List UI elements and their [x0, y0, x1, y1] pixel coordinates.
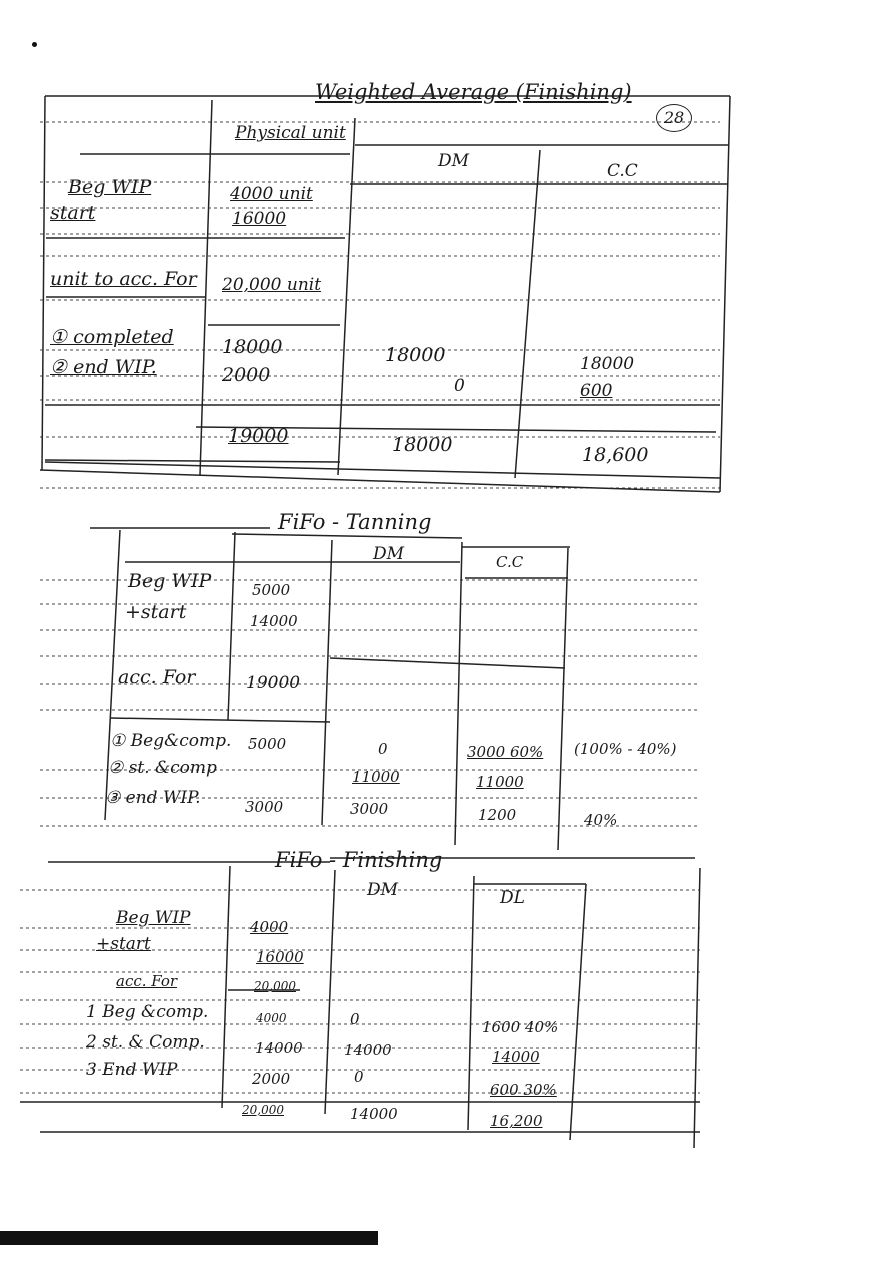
- tanning-acc-label: acc. For: [118, 666, 196, 688]
- finishing-acc-units: 20,000: [254, 979, 296, 993]
- tanning-row-stcomp-dm: 11000: [352, 768, 400, 786]
- weighted-title: Weighted Average (Finishing): [315, 80, 632, 104]
- finishing-beg-label: Beg WIP: [116, 908, 191, 928]
- acc-units: 20,000 unit: [222, 275, 322, 295]
- finishing-row-begcomp-physical: 4000: [256, 1011, 287, 1025]
- finishing-row-endwip-physical: 2000: [252, 1070, 291, 1088]
- tanning-row-stcomp-label: ② st. &comp: [108, 758, 217, 778]
- total-dm: 18000: [392, 434, 453, 456]
- finishing-row-begcomp-dl: 1600 40%: [482, 1018, 559, 1036]
- row-completed-dm: 18000: [385, 344, 446, 366]
- tanning-row-begcomp-dm: 0: [378, 740, 388, 758]
- tanning-beg-units: 5000: [252, 581, 291, 599]
- finishing-total-dl: 16,200: [490, 1112, 543, 1130]
- finishing-header-dm: DM: [367, 880, 399, 900]
- row-completed-physical: 18000: [222, 336, 283, 358]
- header-dm: DM: [438, 151, 470, 171]
- tanning-beg-label: Beg WIP: [128, 570, 212, 592]
- header-cc: C.C: [607, 161, 638, 181]
- tanning-row-endwip-physical: 3000: [245, 798, 284, 816]
- tanning-row-begcomp-cc: 3000 60%: [467, 743, 544, 761]
- tanning-row-begcomp-label: ① Beg&comp.: [110, 731, 232, 751]
- row-endwip-label: ② end WIP.: [50, 356, 157, 378]
- tanning-header-dm: DM: [373, 544, 405, 564]
- finishing-start-units: 16000: [256, 948, 304, 966]
- finishing-row-begcomp-dm: 0: [350, 1010, 360, 1028]
- tanning-row-begcomp-note: (100% - 40%): [574, 740, 677, 758]
- tanning-acc-units: 19000: [246, 673, 301, 693]
- tanning-row-endwip-cc: 1200: [478, 806, 517, 824]
- page-number: 28: [656, 104, 692, 132]
- finishing-title: FiFo - Finishing: [275, 848, 443, 872]
- beg-wip-label: Beg WIP: [68, 176, 152, 198]
- row-endwip-physical: 2000: [222, 364, 271, 386]
- tanning-row-stcomp-cc: 11000: [476, 773, 524, 791]
- tanning-start-label: +start: [125, 601, 187, 623]
- total-cc: 18,600: [582, 444, 649, 466]
- start-units: 16000: [232, 209, 287, 229]
- ink-dot: [32, 42, 37, 47]
- row-endwip-dm: 0: [454, 376, 465, 396]
- header-physical: Physical unit: [235, 123, 346, 143]
- tanning-row-endwip-dm: 3000: [350, 800, 389, 818]
- finishing-total-dm: 14000: [350, 1105, 398, 1123]
- finishing-row-begcomp-label: 1 Beg &comp.: [86, 1002, 209, 1022]
- tanning-row-endwip-label: ③ end WIP.: [105, 788, 201, 808]
- tanning-header-cc: C.C: [496, 553, 524, 571]
- finishing-row-stcomp-dm: 14000: [344, 1041, 392, 1059]
- acc-label: unit to acc. For: [50, 268, 197, 290]
- row-completed-cc: 18000: [580, 354, 635, 374]
- row-endwip-cc: 600: [580, 381, 613, 401]
- finishing-acc-label: acc. For: [116, 972, 178, 990]
- total-physical: 19000: [228, 425, 289, 447]
- scan-edge-bar: [0, 1231, 378, 1245]
- finishing-row-endwip-label: 3 End WIP: [86, 1060, 178, 1080]
- tanning-row-endwip-note: 40%: [584, 811, 618, 829]
- finishing-row-stcomp-label: 2 st. & Comp.: [86, 1032, 205, 1052]
- start-label: start: [50, 202, 96, 224]
- finishing-start-label: +start: [96, 934, 151, 954]
- tanning-row-begcomp-physical: 5000: [248, 735, 287, 753]
- finishing-row-stcomp-dl: 14000: [492, 1048, 540, 1066]
- finishing-row-endwip-dm: 0: [354, 1068, 364, 1086]
- finishing-row-endwip-dl: 600 30%: [490, 1081, 557, 1099]
- finishing-beg-units: 4000: [250, 918, 289, 936]
- beg-units: 4000 unit: [230, 184, 313, 204]
- tanning-start-units: 14000: [250, 612, 298, 630]
- row-completed-label: ① completed: [50, 326, 174, 348]
- tanning-title: FiFo - Tanning: [278, 510, 432, 534]
- finishing-header-dl: DL: [500, 888, 525, 908]
- finishing-row-stcomp-physical: 14000: [255, 1039, 303, 1057]
- finishing-total-physical: 20,000: [242, 1103, 284, 1117]
